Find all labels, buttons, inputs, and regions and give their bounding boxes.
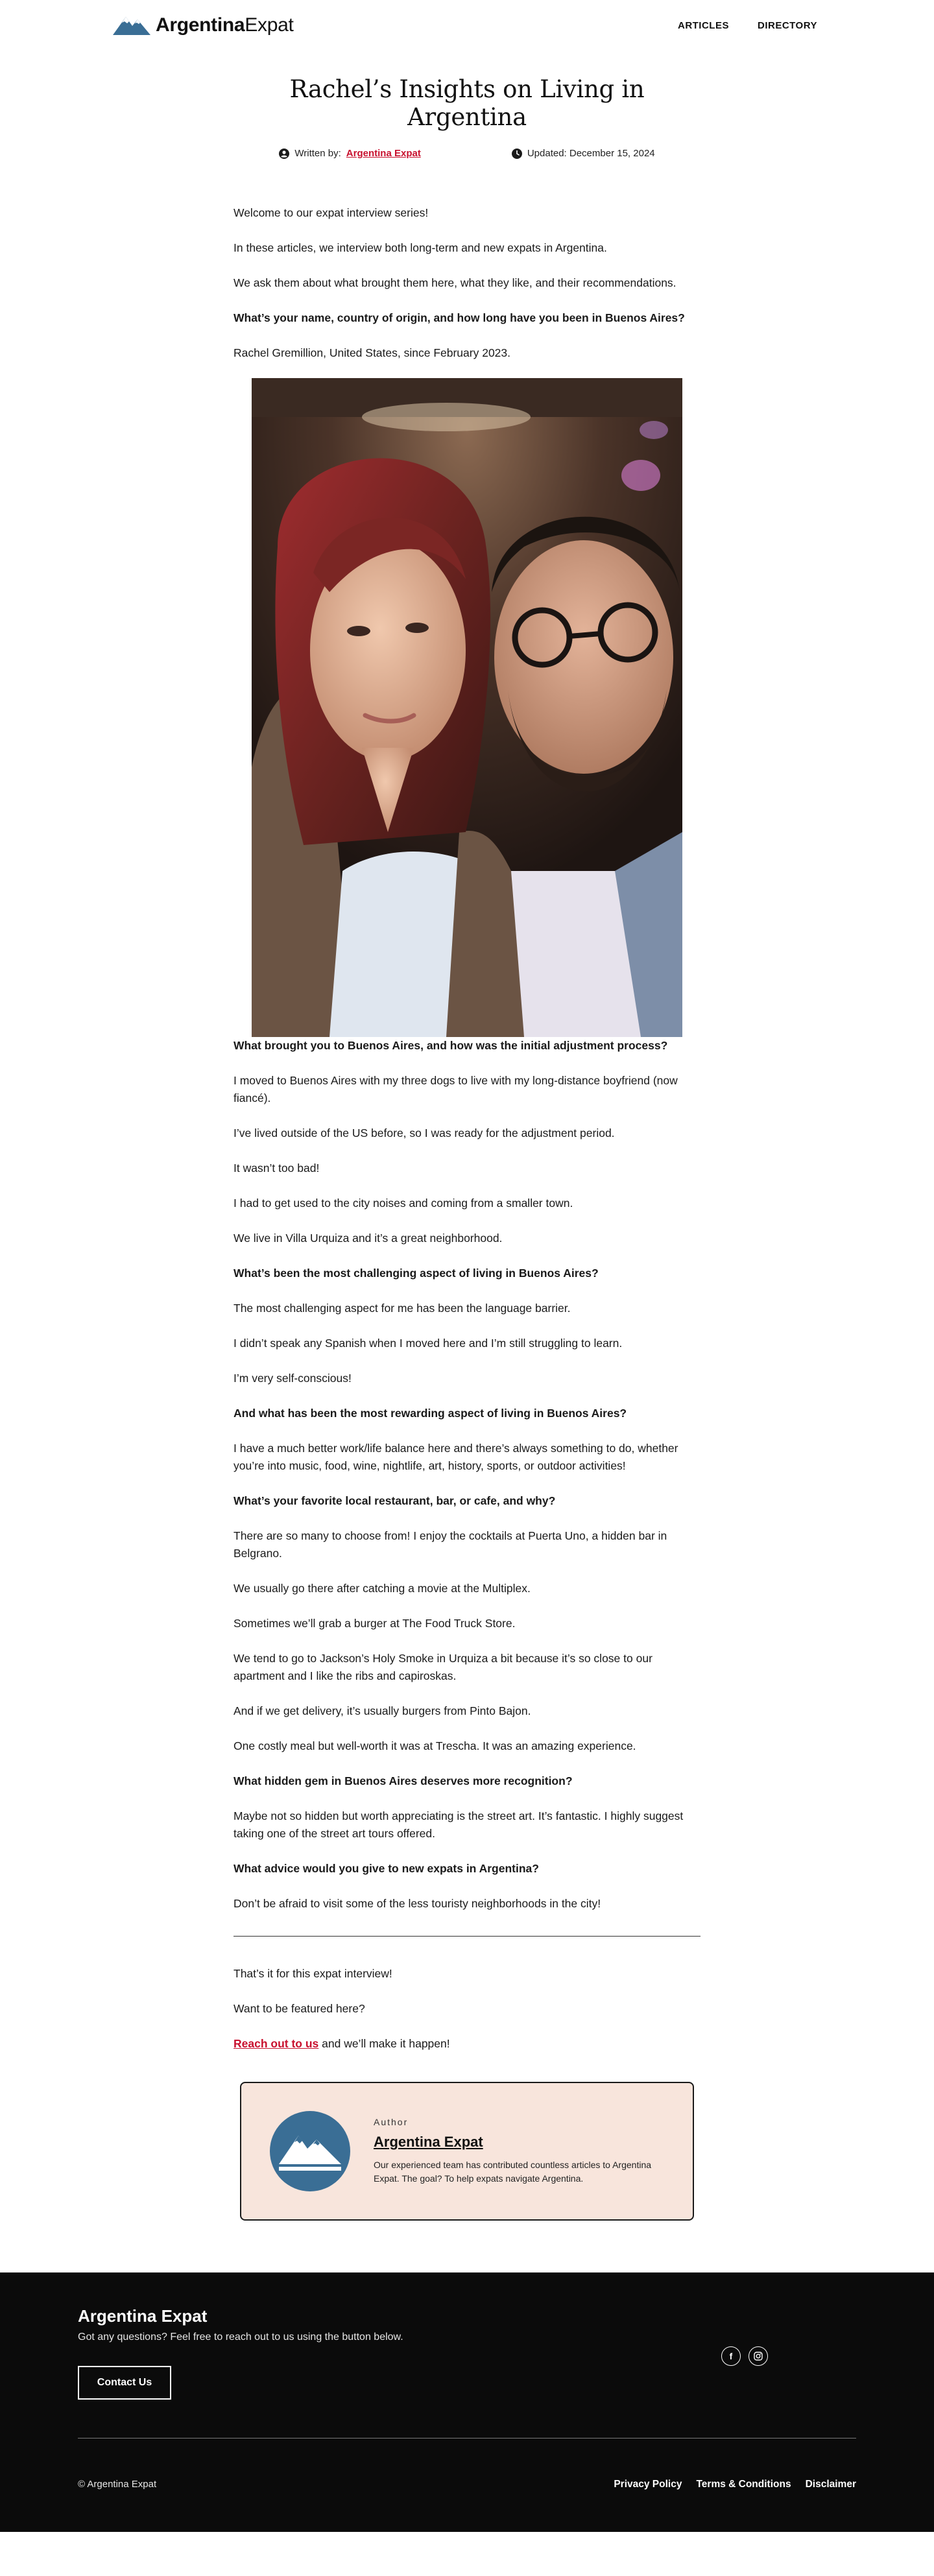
cta-paragraph	[234, 2035, 700, 2053]
interview-answer: Sometimes we’ll grab a burger at The Food Truck Store.	[234, 1617, 516, 1630]
mountain-logo-icon	[113, 14, 150, 36]
main-nav	[678, 20, 817, 31]
interview-answer: I have a much better work/life balance here and there’s always something to do, whether you’re into music, food, wine, nightlife, art, history, sports, or outdoor activities!	[234, 1442, 678, 1472]
copyright: © Argentina Expat	[78, 2479, 157, 2490]
cta-rest-text: and we’ll make it happen!	[318, 2037, 450, 2050]
nav-directory[interactable]: DIRECTORY	[757, 20, 817, 31]
clock-icon	[512, 149, 522, 159]
interview-answer: I moved to Buenos Aires with my three dogs to live with my long-distance boyfriend (now fiancé).	[234, 1074, 678, 1104]
outro-paragraph: Want to be featured here?	[234, 2002, 365, 2015]
interview-answer: The most challenging aspect for me has been the language barrier.	[234, 1302, 571, 1315]
disclaimer-link[interactable]: Disclaimer	[805, 2479, 856, 2490]
contact-us-button[interactable]: Contact Us	[78, 2366, 171, 2400]
footer-brand: Argentina Expat	[78, 2306, 208, 2326]
intro-paragraph: We ask them about what brought them here, what they like, and their recommendations.	[234, 276, 677, 289]
interview-answer: I had to get used to the city noises and coming from a smaller town.	[234, 1197, 573, 1210]
interview-question: What brought you to Buenos Aires, and how was the initial adjustment process?	[234, 1039, 668, 1052]
interview-answer: I’m very self-conscious!	[234, 1372, 352, 1385]
author-bio: Our experienced team has contributed countless articles to Argentina Expat. The goal? To help expats navigate Argentina.	[374, 2160, 652, 2184]
interview-answer: Don’t be afraid to visit some of the less touristy neighborhoods in the city!	[234, 1897, 601, 1910]
article	[234, 75, 700, 2053]
interview-question: What’s your favorite local restaurant, bar, or cafe, and why?	[234, 1494, 556, 1507]
nav-articles[interactable]: ARTICLES	[677, 20, 729, 31]
interview-answer: There are so many to choose from! I enjoy the cocktails at Puerta Uno, a hidden bar in Belgrano.	[234, 1529, 667, 1560]
interview-answer: I’ve lived outside of the US before, so I was ready for the adjustment period.	[234, 1127, 615, 1139]
author-name-link[interactable]: Argentina Expat	[374, 2134, 483, 2150]
article-body-top	[234, 204, 700, 362]
site-header	[0, 0, 934, 52]
section-divider	[234, 1936, 700, 1937]
privacy-policy-link[interactable]: Privacy Policy	[614, 2479, 682, 2490]
article-body-bottom	[234, 1037, 700, 2053]
social-links	[721, 2346, 768, 2366]
author-link[interactable]: Argentina Expat	[346, 148, 421, 159]
interview-question: What’s your name, country of origin, and how long have you been in Buenos Aires?	[234, 311, 685, 324]
interview-question: What advice would you give to new expats in Argentina?	[234, 1862, 539, 1875]
instagram-glyph-icon	[754, 2352, 763, 2361]
footer-divider	[78, 2438, 856, 2439]
interview-answer: We usually go there after catching a movie at the Multiplex.	[234, 1582, 531, 1595]
outro-paragraph: That’s it for this expat interview!	[234, 1967, 392, 1980]
terms-link[interactable]: Terms & Conditions	[696, 2479, 791, 2490]
author-label: Author	[374, 2117, 409, 2127]
site-logo[interactable]	[113, 14, 294, 36]
interview-answer: I didn’t speak any Spanish when I moved here and I’m still struggling to learn.	[234, 1337, 623, 1350]
interview-question: What hidden gem in Buenos Aires deserves more recognition?	[234, 1774, 573, 1787]
intro-paragraph: Welcome to our expat interview series!	[234, 206, 429, 219]
interview-answer: Rachel Gremillion, United States, since February 2023.	[234, 346, 511, 359]
facebook-icon[interactable]: f	[721, 2346, 741, 2366]
instagram-icon[interactable]	[748, 2346, 768, 2366]
author-meta	[279, 148, 420, 159]
interview-answer: We tend to go to Jackson’s Holy Smoke in Urquiza a bit because it’s so close to our apartment and I like the ribs and capiroskas.	[234, 1652, 653, 1682]
site-footer	[0, 2272, 934, 2532]
intro-paragraph: In these articles, we interview both long-term and new expats in Argentina.	[234, 241, 607, 254]
updated-date: Updated: December 15, 2024	[527, 148, 655, 159]
page-title: Rachel’s Insights on Living in Argentina	[289, 75, 645, 131]
interview-answer: One costly meal but well-worth it was at Trescha. It was an amazing experience.	[234, 1739, 636, 1752]
author-card	[240, 2082, 694, 2221]
footer-inner	[78, 2272, 856, 2532]
legal-links	[614, 2479, 856, 2490]
interview-answer: Maybe not so hidden but worth appreciating is the street art. It’s fantastic. I highly suggest taking one of the street art tours offered.	[234, 1809, 684, 1840]
written-by-label: Written by:	[294, 148, 341, 159]
interview-question: What’s been the most challenging aspect of living in Buenos Aires?	[234, 1267, 599, 1280]
couple-photo-image	[252, 378, 682, 1037]
interview-answer: And if we get delivery, it’s usually burgers from Pinto Bajon.	[234, 1704, 531, 1717]
author-avatar	[270, 2111, 350, 2191]
updated-meta	[512, 148, 655, 159]
interview-question: And what has been the most rewarding aspect of living in Buenos Aires?	[234, 1407, 627, 1420]
mountain-logo-icon	[270, 2111, 350, 2191]
user-circle-icon	[279, 149, 289, 159]
interview-photo	[252, 378, 682, 1037]
interview-answer: It wasn’t too bad!	[234, 1162, 320, 1175]
article-meta	[234, 148, 700, 159]
logo-text: ArgentinaExpat	[156, 14, 294, 36]
interview-answer: We live in Villa Urquiza and it’s a great neighborhood.	[234, 1232, 503, 1245]
footer-tagline: Got any questions? Feel free to reach out to us using the button below.	[78, 2332, 403, 2343]
author-info	[374, 2117, 659, 2186]
reach-out-link[interactable]: Reach out to us	[234, 2037, 319, 2050]
